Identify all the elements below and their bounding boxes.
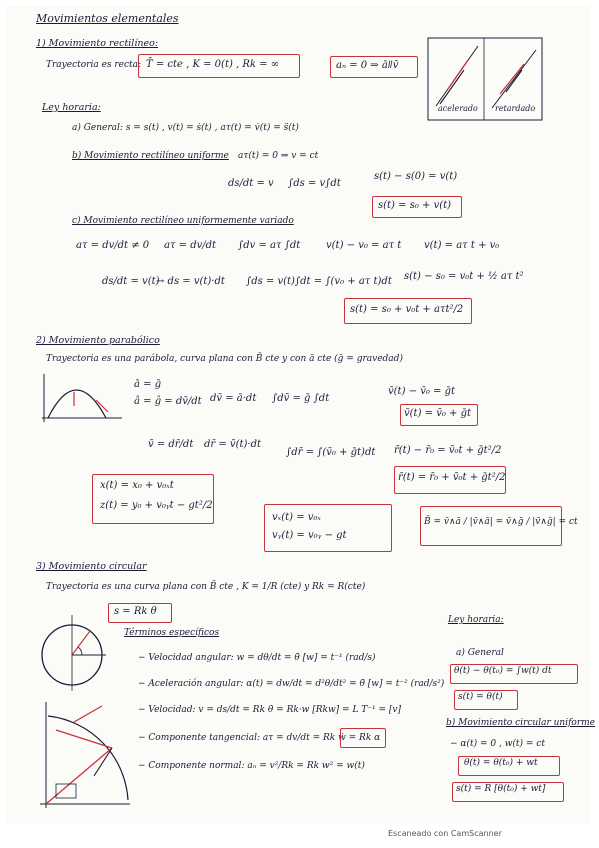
s3-term-2: − Aceleración angular: α(t) = dw/dt = d²θ/dt² = θ̈ [w] = t⁻² (rad/s²) — [138, 679, 445, 689]
s1c-eq5: v(t) = aτ t + v₀ — [424, 240, 500, 251]
s3-term-3: − Velocidad: v = ds/dt = Rk θ̇ = Rk·w [Rkw] = L T⁻¹ = [v] — [138, 705, 402, 715]
s1c-eq1: aτ = dv/dt ≠ 0 — [76, 240, 150, 251]
s2-eq3: dv̄ = ā·dt — [210, 393, 257, 404]
s2-eq4: ∫dv̄ = ḡ ∫dt — [272, 393, 330, 404]
s3-term-5: − Componente normal: aₙ = v²/Rk = Rk w² = w(t) — [138, 761, 365, 771]
s3-at-box — [340, 728, 386, 748]
s1b-eq1: ds/dt = v — [228, 178, 274, 189]
diagram-label-left: acelerado — [438, 104, 478, 113]
scanner-footer: Escaneado con CamScanner — [388, 829, 502, 838]
s1b-eq2: ∫ds = v∫dt — [288, 178, 341, 189]
s2-eq1: ā = ḡ — [134, 379, 162, 390]
s2-eq2: â = ĝ = dv̄/dt — [134, 396, 202, 407]
s1-trajectory: Trayectoria es recta: — [46, 60, 142, 70]
s1c-eq3: ∫dv = aτ ∫dt — [238, 240, 301, 251]
s2-eq7: dr̄ = v̄(t)·dt — [204, 439, 261, 450]
s3-la2: s(t) = θ(t) — [458, 692, 503, 702]
s1-tangent-text: T̄ = cte , K = 0(t) , Rk = ∞ — [146, 59, 280, 70]
parabola-diagram — [36, 370, 126, 426]
s3-lb-box-text: θ(t) = θ(t₀) + wt — [464, 758, 538, 768]
ley-horaria-1: Ley horaria: — [42, 102, 101, 113]
s3-trajectory: Trayectoria es una curva plana con B̄ cte , K = 1/R (cte) y Rk = R(cte) — [46, 582, 366, 592]
s2-box-v-text: v̄(t) = v̄₀ + ḡt — [404, 408, 472, 419]
s3-term-4: − Componente tangencial: aτ = dv/dt = Rk ẇ = Rk α — [138, 733, 381, 743]
s1b-box-text: s(t) = s₀ + v(t) — [378, 200, 452, 211]
s3-la: a) General — [456, 648, 504, 658]
s1c-eq4: v(t) − v₀ = aτ t — [326, 240, 402, 251]
page-title: Movimientos elementales — [36, 12, 179, 25]
s1b-eq3: s(t) − s(0) = v(t) — [374, 171, 458, 182]
s1b-heading: b) Movimiento rectilíneo uniforme — [72, 151, 229, 161]
s1c-heading: c) Movimiento rectilíneo uniformemente variado — [72, 216, 294, 226]
s1b-cond: aτ(t) = 0 ⇒ v = ct — [238, 151, 319, 161]
s2-eq8: ∫dr̄ = ∫(v̄₀ + ḡt)dt — [286, 447, 376, 458]
s1c-eq6: ds/dt = v(t) — [102, 276, 160, 287]
s1c-box-text: s(t) = s₀ + v₀t + aτt²/2 — [350, 304, 464, 315]
s2-trajectory: Trayectoria es una parábola, curva plana con B̄ cte y con ā cte (ḡ = gravedad) — [46, 354, 403, 364]
s2-box-v-1: vₓ(t) = v₀ₓ — [272, 512, 321, 523]
s3-terms-heading: Términos específicos — [124, 628, 220, 638]
section-3-heading: 3) Movimiento circular — [36, 561, 147, 572]
s3-term-1: − Velocidad angular: w = dθ/dt = θ̇ [w] = t⁻¹ (rad/s) — [138, 653, 376, 663]
s3-lb-box2-text: s(t) = R [θ(t₀) + wt] — [456, 784, 546, 794]
s2-box-v-2: vᵧ(t) = v₀ᵧ − gt — [272, 530, 347, 541]
s2-eq5: v̄(t) − v̄₀ = ḡt — [388, 386, 456, 397]
s3-lb: b) Movimiento circular uniforme — [446, 718, 596, 728]
s2-eq6: v̄ = dr̄/dt — [148, 439, 194, 450]
s3-box-s-text: s = Rk θ — [114, 606, 157, 617]
s1-an-text: aₙ = 0 ⇒ āǁv̄ — [336, 60, 399, 71]
s3-lb1: − α(t) = 0 , w(t) = ct — [450, 739, 545, 749]
s2-box-xy-2: z(t) = y₀ + v₀ᵧt − gt²/2 — [100, 500, 213, 511]
section-1-heading: 1) Movimiento rectilíneo: — [36, 38, 159, 49]
s2-eq9: r̄(t) − r̄₀ = v̄₀t + ḡt²/2 — [394, 445, 502, 456]
s1c-eq7: → ds = v(t)·dt — [156, 276, 225, 287]
s2-box-r-text: r̄(t) = r̄₀ + v̄₀t + ḡt²/2 — [398, 472, 506, 483]
notes-sheet — [6, 6, 596, 824]
ley-horaria-3: Ley horaria: — [448, 615, 504, 625]
circle-diagram — [32, 611, 122, 691]
s1c-eq9: s(t) − s₀ = v₀t + ½ aτ t² — [404, 271, 524, 282]
s2-box-xy-1: x(t) = x₀ + v₀ₓt — [100, 480, 174, 491]
diagram-label-right: retardado — [495, 104, 536, 113]
section-2-heading: 2) Movimiento parabólico — [36, 335, 160, 346]
s1c-eq2: aτ = dv/dt — [164, 240, 217, 251]
s1c-eq8: ∫ds = v(t)∫dt = ∫(v₀ + aτ t)dt — [246, 276, 392, 287]
s2-box-b-text: B̄ = v̄∧ā / |v̄∧ā| = v̄∧ḡ / |v̄∧ḡ| = ct — [424, 517, 578, 527]
s1a-general: a) General: s = s(t) , v(t) = ṡ(t) , aτ(t) = v̇(t) = s̈(t) — [72, 123, 299, 133]
s3-la1: θ(t) − θ(t₀) = ∫w(t) dt — [454, 666, 552, 676]
circle-vectors-diagram — [26, 696, 136, 816]
